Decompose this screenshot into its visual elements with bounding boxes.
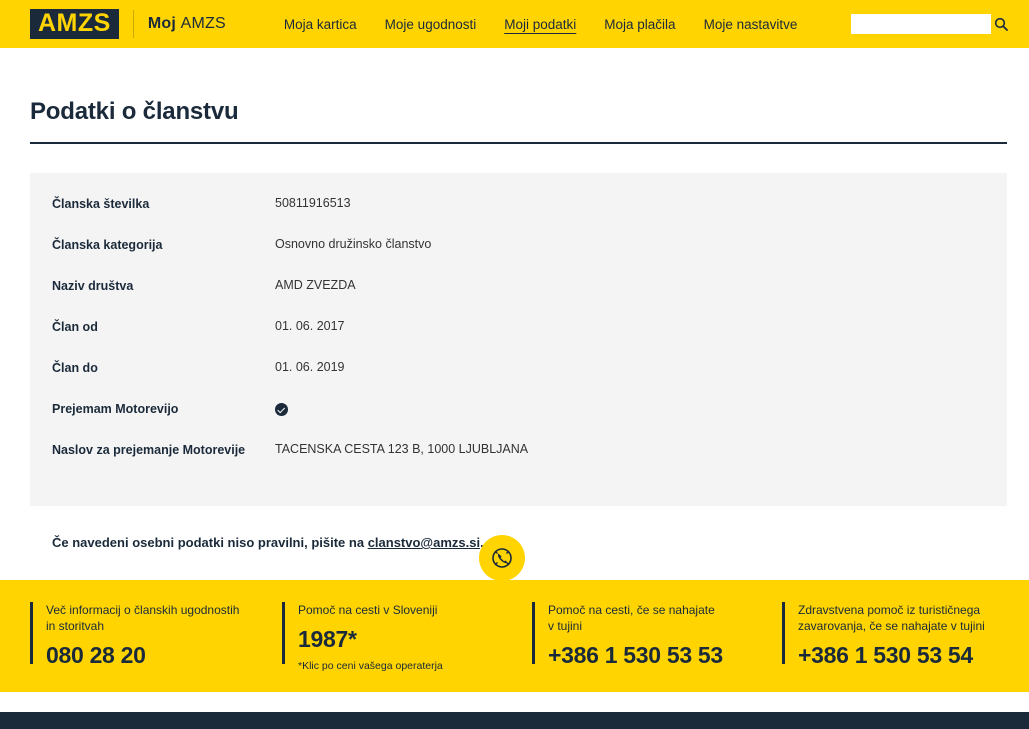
footer-caption-roadside-si: Pomoč na cesti v Sloveniji	[298, 603, 438, 617]
footer-caption-roadside-abroad: Pomoč na cesti, če se nahajate v tujini	[548, 603, 715, 634]
call-assistance-button[interactable]	[479, 535, 525, 581]
table-row	[30, 441, 1007, 482]
footer-caption-info: Več informacij o članskih ugodnostih in storitvah	[46, 603, 240, 634]
table-row	[30, 318, 1007, 359]
footer-phone-medical[interactable]: +386 1 530 53 54	[798, 642, 973, 669]
main-navigation	[284, 14, 797, 35]
contact-note	[52, 535, 1029, 550]
row-value-naziv-drustva: AMD ZVEZDA	[275, 278, 356, 292]
table-row	[30, 236, 1007, 277]
nav-item-moji-podatki[interactable]: Moji podatki	[504, 16, 577, 32]
row-label-prejemam-motorevijo: Prejemam Motorevijo	[52, 402, 179, 416]
site-header	[0, 0, 1029, 48]
row-value-clanska-stevilka: 50811916513	[275, 196, 351, 210]
nav-item-moja-kartica[interactable]: Moja kartica	[283, 16, 357, 32]
phone-icon	[490, 546, 514, 570]
site-footer	[0, 580, 1029, 692]
brand[interactable]	[30, 9, 226, 39]
search-icon[interactable]	[991, 14, 1011, 34]
footer-phone-info[interactable]: 080 28 20	[46, 642, 146, 669]
brand-divider	[133, 10, 134, 38]
row-value-clan-od: 01. 06. 2017	[275, 319, 345, 333]
footer-column-roadside-si	[282, 602, 532, 692]
row-label-clan-do: Član do	[52, 361, 98, 375]
nav-item-moja-placila[interactable]: Moja plačila	[604, 16, 676, 32]
contact-note-prefix: Če navedeni osebni podatki niso pravilni, pišite na	[52, 535, 368, 550]
footer-phone-roadside-abroad[interactable]: +386 1 530 53 53	[548, 642, 723, 669]
table-row	[30, 400, 1007, 441]
brand-title-primary: Moj	[147, 15, 176, 32]
table-row	[30, 277, 1007, 318]
page-content	[0, 48, 1029, 550]
footer-bottom-bar	[0, 712, 1029, 729]
check-circle-icon	[275, 403, 288, 416]
row-label-clanska-stevilka: Članska številka	[52, 197, 150, 211]
table-row	[30, 195, 1007, 236]
footer-column-medical	[782, 602, 1012, 692]
nav-item-moje-ugodnosti[interactable]: Moje ugodnosti	[384, 16, 477, 32]
search-box[interactable]	[851, 14, 1011, 34]
footer-note-roadside-si: *Klic po ceni vašega operaterja	[298, 660, 443, 673]
row-label-naziv-drustva: Naziv društva	[52, 279, 134, 293]
title-divider	[30, 142, 1007, 144]
row-label-clan-od: Član od	[52, 320, 98, 334]
membership-details-card	[30, 173, 1007, 506]
nav-item-moje-nastavitve[interactable]: Moje nastavitve	[703, 16, 798, 32]
contact-email-link[interactable]: clanstvo@amzs.si	[367, 535, 481, 550]
footer-caption-medical: Zdravstvena pomoč iz turističnega zavarovanja, če se nahajate v tujini	[798, 603, 985, 634]
footer-phone-roadside-si[interactable]: 1987*	[298, 626, 357, 653]
row-label-naslov-za-prejemanje: Naslov za prejemanje Motorevije	[52, 443, 246, 457]
amzs-logo[interactable]: AMZS	[30, 9, 119, 39]
table-row	[30, 359, 1007, 400]
footer-column-roadside-abroad	[532, 602, 782, 692]
row-label-clanska-kategorija: Članska kategorija	[52, 238, 163, 252]
contact-note-suffix: .	[480, 535, 484, 550]
brand-title-secondary: AMZS	[180, 15, 226, 32]
search-input[interactable]	[851, 14, 991, 34]
row-value-naslov-za-prejemanje: TACENSKA CESTA 123 B, 1000 LJUBLJANA	[275, 442, 529, 456]
row-value-clan-do: 01. 06. 2019	[275, 360, 345, 374]
row-value-clanska-kategorija: Osnovno družinsko članstvo	[275, 237, 432, 251]
page-title: Podatki o članstvu	[30, 98, 239, 125]
brand-title	[148, 15, 226, 33]
row-value-prejemam-motorevijo	[275, 400, 288, 418]
footer-column-info	[30, 602, 282, 692]
